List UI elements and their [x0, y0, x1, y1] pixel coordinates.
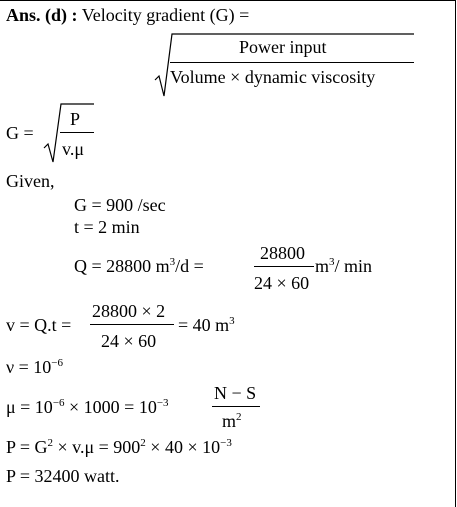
power-eq-G-sup: 2 — [47, 437, 53, 449]
mu-exp2: −3 — [156, 397, 169, 409]
mu-text: μ = 10 — [6, 397, 53, 417]
symbol-formula-numerator: P — [70, 109, 81, 129]
power-eq-c: × 40 × 10 — [150, 437, 221, 457]
nu-text: ν = 10 — [6, 357, 52, 377]
Q-fraction-denominator: 24 × 60 — [254, 273, 310, 293]
Q-fraction-numerator: 28800 — [260, 243, 305, 263]
answer-title: Velocity gradient (G) = — [81, 5, 250, 25]
symbol-formula-denominator: v.μ — [62, 139, 84, 159]
answer-label: Ans. (d) : — [6, 5, 78, 25]
power-eq-900-sup: 2 — [140, 437, 146, 449]
volume-fraction-bar — [90, 324, 174, 325]
power-result: P = 32400 watt. — [6, 466, 120, 486]
Q-unit-tail: /d = — [175, 256, 204, 276]
given-t: t = 2 min — [74, 217, 140, 237]
Q-rhs-cube-sup: 3 — [329, 256, 335, 268]
Q-lhs: Q = 28800 m — [74, 256, 170, 276]
Q-rhs-tail: / min — [334, 256, 373, 276]
mu-fraction-denominator — [222, 412, 242, 430]
given-G: G = 900 /sec — [74, 195, 166, 215]
volume-numerator: 28800 × 2 — [92, 301, 166, 321]
mu-fraction-bar — [212, 406, 260, 407]
word-formula-denominator: Volume × dynamic viscosity — [170, 67, 376, 87]
Q-cube-sup: 3 — [169, 256, 176, 268]
symbol-formula-fraction-bar — [60, 132, 94, 133]
given-heading: Given, — [6, 171, 55, 191]
power-eq-a: P = G — [6, 437, 48, 457]
mu-mid: × 1000 = 10 — [69, 397, 157, 417]
Q-rhs-m: m — [315, 256, 330, 276]
given-Q — [74, 257, 204, 275]
mu-den-m: m — [222, 411, 237, 431]
nu-line — [6, 358, 63, 376]
power-equation — [6, 438, 232, 456]
volume-lhs: v = Q.t = — [6, 315, 72, 335]
volume-result-text: = 40 m — [178, 315, 230, 335]
Q-fraction-bar — [254, 266, 314, 267]
volume-cube-sup: 3 — [229, 315, 235, 327]
volume-result — [178, 316, 235, 334]
nu-exp: −6 — [51, 357, 64, 369]
mu-exp: −6 — [52, 397, 65, 409]
power-eq-exp: −3 — [220, 437, 232, 449]
mu-line — [6, 398, 169, 416]
Q-rhs-unit — [315, 257, 372, 275]
mu-den-sup: 2 — [236, 411, 242, 423]
volume-denominator: 24 × 60 — [101, 331, 157, 351]
word-formula-numerator: Power input — [239, 37, 327, 57]
mu-fraction-numerator: N − S — [214, 383, 257, 403]
power-eq-b: × v.μ = 900 — [57, 437, 141, 457]
symbol-formula-lhs: G = — [6, 123, 34, 143]
